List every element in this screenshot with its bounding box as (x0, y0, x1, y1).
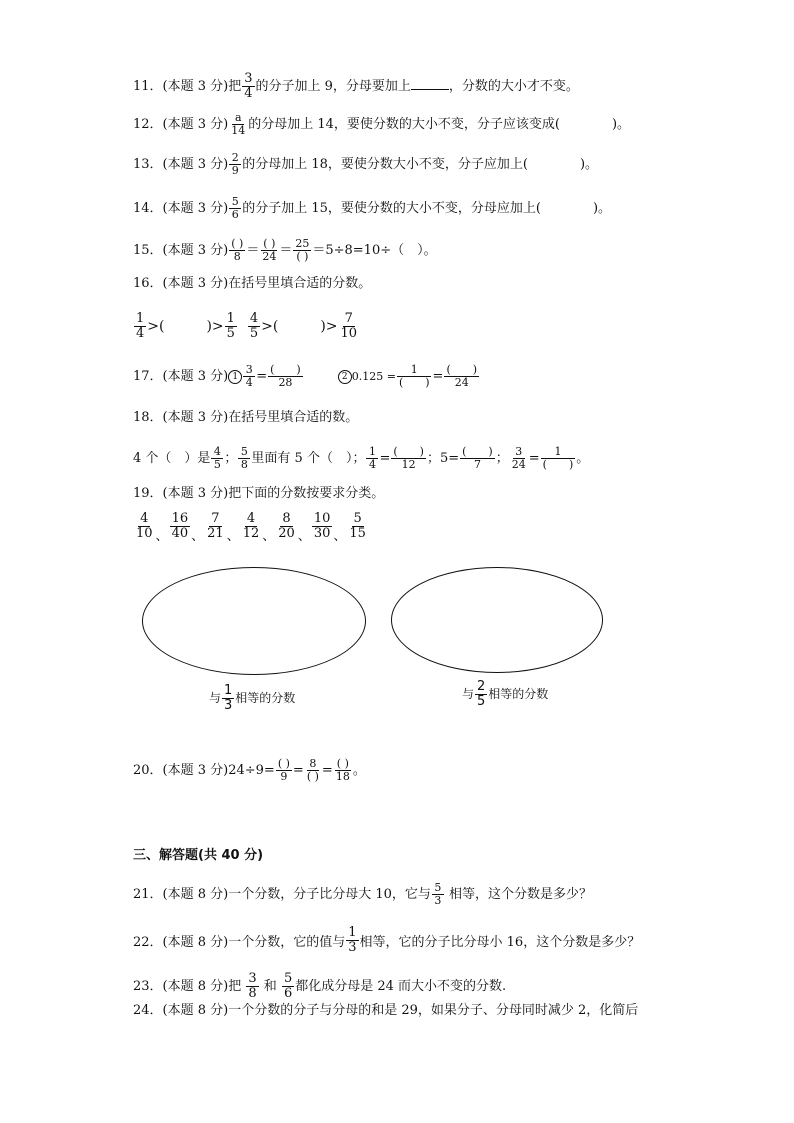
fraction: $\frac{8}{( )}$ (306, 757, 319, 783)
fraction: $\frac{3}{24}$ (511, 445, 526, 471)
question-14: 14．(本题 3 分) $\frac{5}{6}$ 的分子加上 15，要使分数的大小不变，分母应加上( )。 (133, 195, 612, 221)
fraction: $\frac{5}{8}$ (238, 446, 250, 471)
fraction: $\frac{1}{3}$ (348, 925, 357, 955)
fraction: $\frac{2}{9}$ (229, 152, 241, 177)
circled-number-2: 2 (338, 370, 352, 384)
category-oval-2[interactable] (391, 567, 603, 673)
question-20: 20．(本题 3 分)24÷9= $\frac{( )}{9}$ = $\frac{8}{( )}$ = $\frac{( )}{18}$ 。 (133, 757, 366, 783)
fraction: $\frac{( )}{9}$ (277, 757, 290, 783)
fraction: $\frac{( )}{28}$ (270, 363, 301, 389)
fraction: $\frac{a}{14}$ (231, 111, 246, 137)
question-17: 17．(本题 3 分) 1 $\frac{3}{4}$ = $\frac{( )}{28}$ 2 0.125 = $\frac{1}{( )}$ = $\frac{( )}{24}$ (133, 363, 478, 389)
fraction: $\frac{2}{5}$ (477, 679, 486, 709)
fraction: $\frac{( )}{18}$ (335, 757, 350, 783)
fraction: $\frac{4}{5}$ (211, 446, 223, 471)
separator: 、 (191, 529, 205, 544)
fraction: $\frac{( )}{24}$ (446, 363, 478, 389)
fraction: $\frac{10}{30}$ (313, 511, 331, 541)
fraction: $\frac{7}{21}$ (207, 511, 224, 541)
question-19: 19．(本题 3 分)把下面的分数按要求分类。 (133, 486, 385, 501)
question-16-answer-line (133, 312, 360, 341)
fraction: $\frac{5}{6}$ (283, 971, 293, 1001)
question-18-line: 4 个（ ）是 $\frac{4}{5}$ ； $\frac{5}{8}$ 里面有 5 个（ ）； $\frac{1}{4}$ = $\frac{( )}{12}$ ；5= $\frac{( )}{7}$ ； $\frac{3}{24}$ = $\frac{1}{( )}$ 。 (133, 445, 590, 471)
answer-blank[interactable]: >( )> (147, 318, 224, 335)
section-heading: 三、解答题(共 40 分) (133, 848, 264, 863)
fraction: $\frac{1}{4}$ (366, 446, 378, 471)
category-oval-1[interactable] (142, 567, 366, 675)
question-22: 22．(本题 8 分)一个分数，它的值与 $\frac{1}{3}$ 相等，它的分子比分母小 16，这个分数是多少？ (133, 925, 641, 955)
fraction: $\frac{3}{4}$ (244, 71, 253, 101)
fraction: $\frac{1}{3}$ (224, 683, 233, 713)
fraction: $\frac{8}{20}$ (278, 511, 295, 541)
fraction: $\frac{5}{6}$ (229, 196, 241, 221)
fraction-list (133, 512, 369, 545)
fraction: $\frac{( )}{7}$ (462, 445, 493, 471)
question-23: 23．(本题 8 分)把 $\frac{3}{8}$ 和 $\frac{5}{6}$ 都化成分母是 24 而大小不变的分数. (133, 971, 507, 1001)
question-21: 21．(本题 8 分)一个分数，分子比分母大 10，它与 $\frac{5}{3}$ 相等，这个分数是多少？ (133, 881, 593, 907)
answer-blank[interactable]: >( )> (261, 318, 338, 335)
fraction: $\frac{4}{12}$ (242, 511, 260, 541)
fraction: $\frac{16}{40}$ (171, 511, 189, 541)
fraction: $\frac{4}{10}$ (136, 511, 153, 541)
answer-blank[interactable] (411, 77, 449, 90)
question-12: 12．(本题 3 分) $\frac{a}{14}$ 的分母加上 14，要使分数的大小不变，分子应该变成( )。 (133, 111, 631, 137)
separator: 、 (262, 529, 276, 544)
fraction: $\frac{( )}{8}$ (231, 237, 244, 263)
question-24: 24．(本题 8 分)一个分数的分子与分母的和是 29，如果分子、分母同时减少 2，化简后 (133, 1003, 639, 1018)
separator: 、 (226, 529, 240, 544)
fraction: $\frac{25}{( )}$ (295, 237, 310, 263)
fraction: $\frac{4}{5}$ (249, 311, 259, 341)
question-18: 18．(本题 3 分)在括号里填合适的数。 (133, 410, 359, 425)
fraction: $\frac{1}{( )}$ (398, 363, 430, 389)
separator: 、 (155, 529, 169, 544)
fraction: $\frac{7}{10}$ (340, 311, 358, 341)
fraction: $\frac{5}{15}$ (349, 511, 366, 541)
fraction: $\frac{( )}{24}$ (262, 237, 277, 263)
fraction: $\frac{1}{4}$ (136, 311, 145, 341)
fraction: $\frac{5}{3}$ (432, 882, 444, 907)
question-13: 13．(本题 3 分) $\frac{2}{9}$ 的分母加上 18，要使分数大小不变，分子应加上( )。 (133, 151, 599, 177)
question-16: 16．(本题 3 分)在括号里填合适的分数。 (133, 276, 372, 291)
fraction: $\frac{1}{( )}$ (542, 445, 574, 471)
separator: 、 (297, 529, 311, 544)
fraction: $\frac{3}{4}$ (243, 364, 255, 389)
circled-number-1: 1 (228, 370, 242, 384)
fraction: $\frac{3}{8}$ (248, 971, 257, 1001)
category-caption-2: 与 $\frac{2}{5}$ 相等的分数 (462, 679, 549, 709)
fraction: $\frac{( )}{12}$ (393, 445, 424, 471)
separator: 、 (333, 529, 347, 544)
question-15: 15．(本题 3 分) $\frac{( )}{8}$ ＝ $\frac{( )}{24}$ ＝ $\frac{25}{( )}$ ＝5÷8=10÷（ ）。 (133, 237, 437, 263)
fraction: $\frac{1}{5}$ (226, 311, 235, 341)
question-11: 11．(本题 3 分)把 $\frac{3}{4}$ 的分子加上 9，分母要加上 ，分数的大小才不变。 (133, 71, 579, 101)
category-caption-1: 与 $\frac{1}{3}$ 相等的分数 (209, 683, 296, 713)
